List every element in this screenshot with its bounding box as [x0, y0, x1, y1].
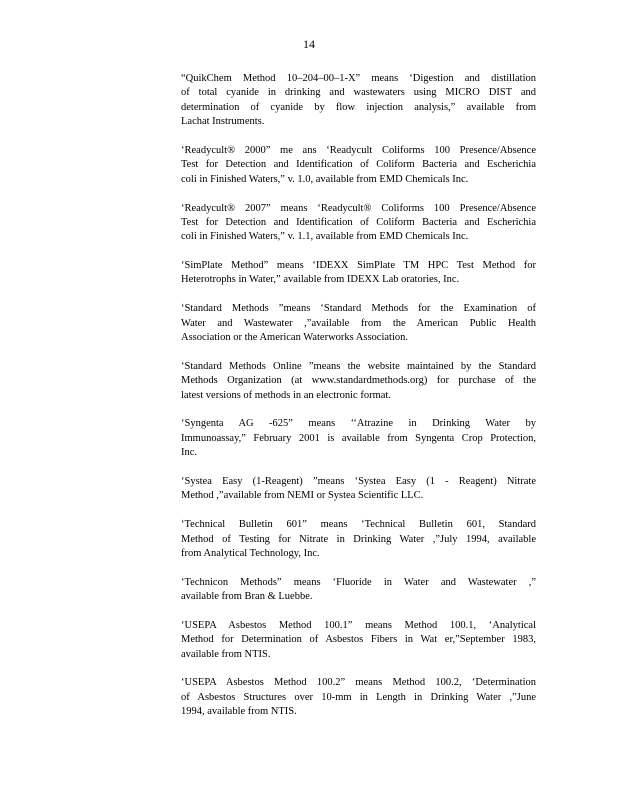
definition-standard-methods [181, 302, 536, 345]
definition-line: ‘Standard Methods Online ”means the website maintained by the Standard [181, 360, 536, 372]
definition-line: “QuikChem Method 10–204–00–1-X” means ‘Digestion and distillation [181, 73, 536, 84]
definition-line: Heterotrophs in Water,” available from IDEXX Lab oratories, Inc. [181, 274, 460, 286]
definition-line: ‘SimPlate Method” means ‘IDEXX SimPlate TM HPC Test Method for [181, 260, 536, 272]
definition-line: Association or the American Waterworks Association. [181, 332, 408, 344]
definition-line: available from Bran & Luebbe. [181, 591, 313, 603]
definition-line: Lachat Instruments. [181, 116, 265, 128]
definition-line: Immunoassay,” February 2001 is available from Syngenta Crop Protection, [181, 432, 536, 444]
definition-line: Test for Detection and Identification of Coliform Bacteria and Escherichia [181, 159, 536, 171]
page-number: 14 [303, 37, 315, 51]
definition-line: ‘USEPA Asbestos Method 100.1” means Method 100.1, ‘Analytical [181, 619, 536, 631]
definition-line: coli in Finished Waters,” v. 1.0, available from EMD Chemicals Inc. [181, 173, 469, 185]
definition-technicon [181, 576, 536, 605]
definitions-list [181, 72, 536, 734]
definition-line: ‘Systea Easy (1-Reagent) ”means ‘Systea Easy (1 - Reagent) Nitrate [181, 475, 536, 487]
definition-line: latest versions of methods in an electronic format. [181, 389, 391, 401]
definition-line: Method ,”available from NEMI or Systea Scientific LLC. [181, 490, 424, 502]
definition-line: determination of cyanide by flow injection analysis,” available from [181, 101, 536, 113]
definition-line: ‘Technical Bulletin 601” means ‘Technical Bulletin 601, Standard [181, 519, 536, 531]
definition-technical-bulletin [181, 518, 536, 561]
definition-line: of total cyanide in drinking and wastewaters using MICRO DIST and [181, 87, 536, 99]
definition-line: Test for Detection and Identification of Coliform Bacteria and Escherichia [181, 216, 536, 228]
definition-simplate [181, 259, 536, 288]
definition-quikchem [181, 72, 536, 130]
definition-line: of Asbestos Structures over 10-mm in Length in Drinking Water ,”June [181, 691, 536, 703]
definition-line: ‘Standard Methods ”means ‘Standard Methods for the Examination of [181, 303, 536, 315]
definition-line: ‘Syngenta AG -625” means ‘‘Atrazine in Drinking Water by [181, 418, 536, 430]
definition-systea [181, 475, 536, 504]
definition-readycult-2007 [181, 202, 536, 245]
definition-line: from Analytical Technology, Inc. [181, 547, 320, 559]
definition-readycult-2000 [181, 144, 536, 187]
definition-standard-methods-online [181, 360, 536, 403]
definition-line: available from NTIS. [181, 648, 271, 660]
definition-line: Inc. [181, 447, 198, 459]
definition-usepa-100-1 [181, 619, 536, 662]
definition-syngenta [181, 417, 536, 460]
definition-line: Method of Testing for Nitrate in Drinking Water ,”July 1994, available [181, 533, 536, 545]
definition-line: coli in Finished Waters,” v. 1.1, available from EMD Chemicals Inc. [181, 231, 469, 243]
definition-line: Water and Wastewater ,”available from the American Public Health [181, 317, 536, 329]
definition-usepa-100-2 [181, 676, 536, 719]
definition-line: ‘Readycult® 2000” me ans ‘Readycult Coliforms 100 Presence/Absence [181, 144, 536, 156]
definition-line: Method for Determination of Asbestos Fibers in Wat er,”September 1983, [181, 634, 536, 646]
definition-line: ‘Technicon Methods” means ‘Fluoride in Water and Wastewater ,” [181, 576, 536, 588]
definition-line: 1994, available from NTIS. [181, 706, 297, 718]
definition-line: Methods Organization (at www.standardmethods.org) for purchase of the [181, 375, 536, 387]
definition-line: ‘USEPA Asbestos Method 100.2” means Method 100.2, ‘Determination [181, 677, 536, 689]
definition-line: ‘Readycult® 2007” means ‘Readycult® Coliforms 100 Presence/Absence [181, 202, 536, 214]
